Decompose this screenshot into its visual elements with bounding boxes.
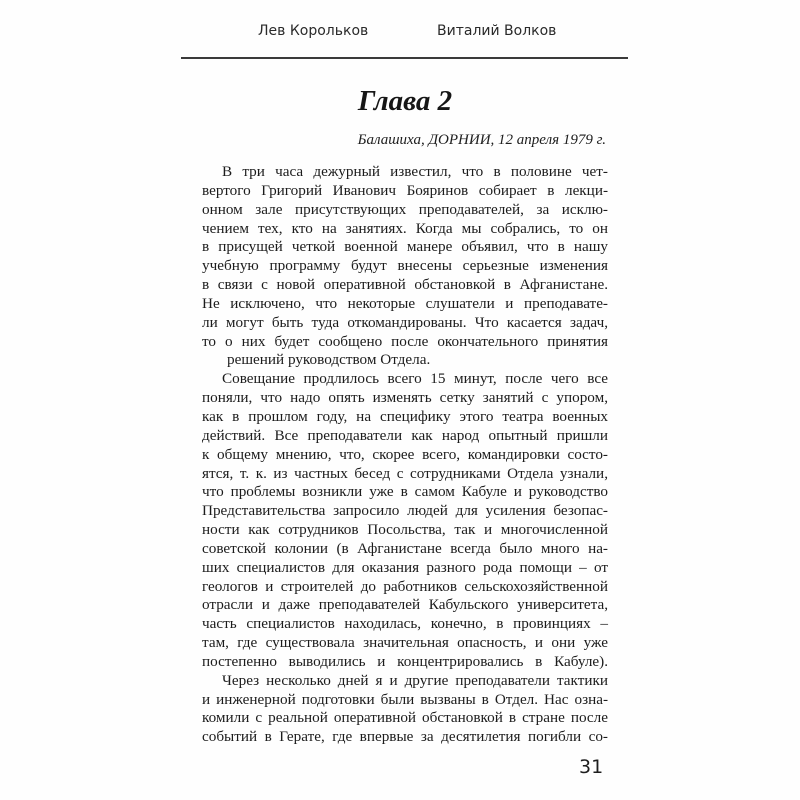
- text-line: событий в Герате, где впервые за десятилетия погибли со-: [202, 728, 608, 746]
- text-line: Представительства запросило людей для усиления безопас-: [202, 502, 608, 520]
- chapter-title: Глава 2: [357, 85, 453, 117]
- text-line: как в прошлом году, на специфику этого театра военных: [202, 407, 608, 425]
- text-line: там, где существовала значительная опасность, и они уже: [202, 634, 608, 652]
- text-line: в присущей четкой военной манере объявил, что в нашу: [202, 238, 608, 256]
- chapter-place-date: Балашиха, ДОРНИИ, 12 апреля 1979 г.: [357, 132, 606, 148]
- text-line: и инженерной подготовки были вызваны в Отдел. Нас озна-: [202, 690, 608, 708]
- text-line: ятся, т. к. из частных бесед с сотрудниками Отдела узнали,: [202, 464, 608, 482]
- text-line: то о них будет сообщено после окончательного принятия: [202, 332, 608, 350]
- text-line: Через несколько дней я и другие преподаватели тактики: [222, 671, 608, 689]
- page-number: 31: [579, 756, 604, 778]
- text-line: ли могут быть туда откомандированы. Что касается задач,: [202, 313, 608, 331]
- text-line: советской колонии (в Афганистане всегда было много на-: [202, 539, 608, 557]
- body-text: [202, 163, 608, 747]
- text-line: ности как сотрудников Посольства, так и многочисленной: [202, 521, 608, 539]
- text-line: отрасли и даже преподавателей Кабульского университета,: [202, 596, 608, 614]
- text-line: часть специалистов находилась, конечно, в провинциях –: [202, 615, 608, 633]
- running-head-author-2: Виталий Волков: [437, 23, 557, 39]
- text-line: Совещание продлилось всего 15 минут, после чего все: [222, 370, 608, 388]
- text-line: учебную программу будут внесены серьезные изменения: [202, 257, 608, 275]
- text-line: В три часа дежурный известил, что в половине чет-: [222, 163, 608, 180]
- text-line: геологов и строителей до работников сельскохозяйственной: [202, 577, 608, 595]
- text-line: действий. Все преподаватели как народ опытный пришли: [202, 426, 608, 444]
- running-head-author-1: Лев Корольков: [258, 23, 369, 39]
- text-line: комили с реальной оперативной обстановкой в стране после: [202, 709, 608, 727]
- text-line: ших специалистов для оказания разного рода помощи – от: [202, 558, 608, 576]
- text-line: чением тех, кто на занятиях. Когда мы собрались, то он: [202, 219, 608, 237]
- text-line: Не исключено, что некоторые слушатели и преподавате-: [202, 294, 608, 312]
- text-line: к общему мнению, что, скорее всего, командировки состо-: [202, 445, 608, 463]
- text-line: поняли, что надо опять изменять сетку занятий с упором,: [202, 389, 608, 407]
- running-head: [0, 23, 800, 43]
- text-line: что проблемы возникли уже в самом Кабуле и руководство: [202, 483, 608, 501]
- header-rule: [181, 57, 628, 59]
- text-line: в связи с новой оперативной обстановкой в Афганистане.: [202, 276, 608, 294]
- text-line: постепенно выводились и концентрировались в Кабуле).: [202, 652, 608, 670]
- text-line: решений руководством Отдела.: [227, 351, 431, 369]
- text-line: онном зале присутствующих преподавателей, за исклю-: [202, 200, 608, 218]
- text-line: вертого Григорий Иванович Бояринов собирает в лекци-: [202, 181, 608, 199]
